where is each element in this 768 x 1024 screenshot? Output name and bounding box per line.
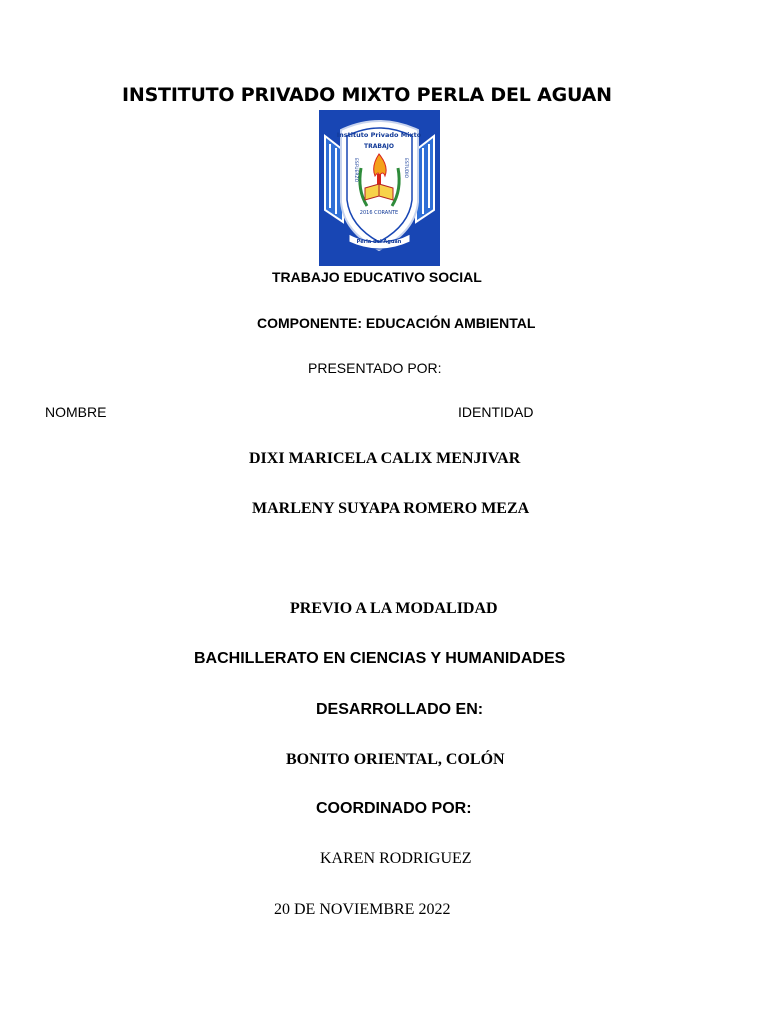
identity-column-header: IDENTIDAD xyxy=(458,404,534,420)
crest-left-text: ESFUERZO xyxy=(353,158,358,183)
school-crest-logo xyxy=(319,110,440,266)
location-text: BONITO ORIENTAL, COLÓN xyxy=(286,751,505,768)
name-column-header: NOMBRE xyxy=(45,404,107,420)
work-title: TRABAJO EDUCATIVO SOCIAL xyxy=(272,269,482,285)
student-name-1: DIXI MARICELA CALIX MENJIVAR xyxy=(249,450,521,467)
presented-by-label: PRESENTADO POR: xyxy=(308,360,442,376)
modality-name: BACHILLERATO EN CIENCIAS Y HUMANIDADES xyxy=(194,650,566,667)
student-name-2: MARLENY SUYAPA ROMERO MEZA xyxy=(252,500,530,517)
crest-right-text: ESTUDIO xyxy=(403,158,408,179)
coordinator-name: KAREN RODRIGUEZ xyxy=(320,850,472,867)
crest-year-text: 2016 CORANTE xyxy=(359,210,399,216)
crest-motto-text: TRABAJO xyxy=(364,143,394,150)
crest-top-arc-text: Instituto Privado Mixto xyxy=(336,131,422,139)
crest-bottom-text: Perla del Aguan xyxy=(356,239,402,245)
coordinated-by-label: COORDINADO POR: xyxy=(316,800,472,817)
institution-title: INSTITUTO PRIVADO MIXTO PERLA DEL AGUAN xyxy=(122,84,612,106)
document-date: 20 DE NOVIEMBRE 2022 xyxy=(274,901,451,918)
developed-in-label: DESARROLLADO EN: xyxy=(316,701,484,718)
component-title: COMPONENTE: EDUCACIÓN AMBIENTAL xyxy=(257,315,536,331)
prior-to-label: PREVIO A LA MODALIDAD xyxy=(290,600,498,617)
